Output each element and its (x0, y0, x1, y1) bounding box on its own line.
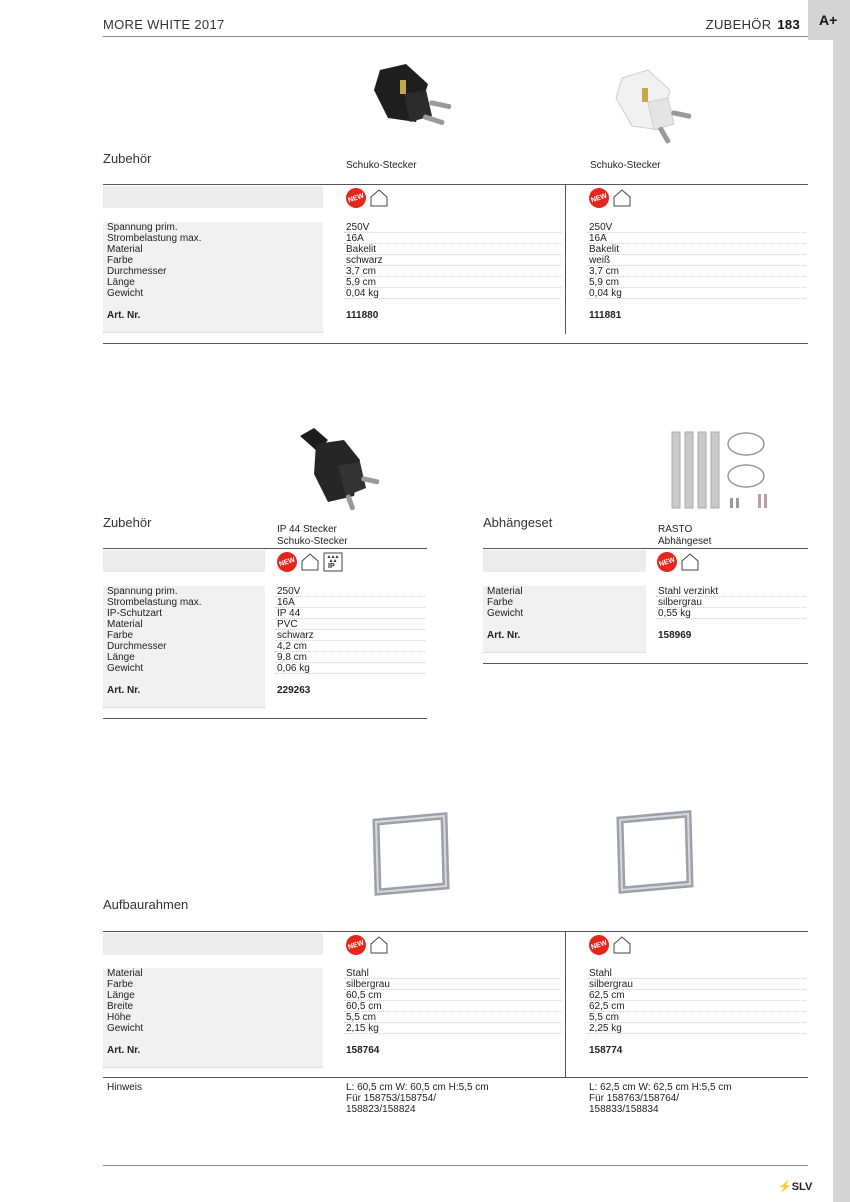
indoor-house-icon (680, 552, 700, 572)
spec-label: IP-Schutzart (107, 608, 163, 619)
spec-label: Länge (107, 277, 135, 288)
spec-value: 0,06 kg (277, 663, 310, 674)
spec-value: 3,7 cm (589, 266, 620, 277)
spec-value: schwarz (346, 255, 383, 266)
feature-icons (346, 934, 389, 956)
spec-label: Spannung prim. (107, 586, 178, 597)
art-label: Art. Nr. (487, 630, 521, 641)
note-line: Für 158753/158754/ (346, 1093, 437, 1104)
spec-value: Stahl (346, 968, 369, 979)
note-line: Für 158763/158764/ (589, 1093, 680, 1104)
spec-label: Material (107, 619, 143, 630)
spec-label: Gewicht (107, 663, 144, 674)
page-header-right (706, 17, 800, 32)
new-badge: NEW (343, 932, 368, 957)
article-row (103, 1045, 808, 1056)
table-bottom-rule (103, 1077, 808, 1078)
label-cell-bg (103, 696, 265, 708)
spec-value: 5,9 cm (589, 277, 620, 288)
spec-label: Spannung prim. (107, 222, 178, 233)
section-title-abhaengeset: Abhängeset (483, 515, 553, 530)
ip-label: IP (328, 563, 335, 570)
spec-value: PVC (277, 619, 298, 630)
spec-label: Material (107, 244, 143, 255)
new-badge: NEW (654, 549, 679, 574)
product-subtitle-1: IP 44 Stecker (277, 524, 337, 535)
spec-value: 62,5 cm (589, 1001, 625, 1012)
spec-value: 5,5 cm (589, 1012, 620, 1023)
spec-value: 4,2 cm (277, 641, 308, 652)
table-top-rule (103, 931, 808, 932)
spec-value: IP 44 (277, 608, 301, 619)
table-top-rule (483, 548, 808, 549)
product-note (346, 1082, 489, 1115)
frame-image-large (612, 810, 696, 894)
spec-value: 60,5 cm (346, 1001, 382, 1012)
product-note (589, 1082, 732, 1115)
spec-value: 16A (277, 597, 295, 608)
feature-icons (346, 187, 389, 209)
spec-label: Gewicht (107, 288, 144, 299)
article-row (103, 310, 808, 321)
spec-value: 0,55 kg (658, 608, 691, 619)
spec-value: Stahl (589, 968, 612, 979)
spec-label: Strombelastung max. (107, 597, 202, 608)
art-label: Art. Nr. (107, 1045, 141, 1056)
spec-value: 2,25 kg (589, 1023, 622, 1034)
spec-value: 0,04 kg (346, 288, 379, 299)
spec-label: Durchmesser (107, 266, 167, 277)
spec-label: Gewicht (107, 1023, 144, 1034)
spec-value: 250V (346, 222, 370, 233)
article-row (483, 630, 808, 641)
spec-value: 0,04 kg (589, 288, 622, 299)
label-cell-bg (103, 321, 323, 333)
product-subtitle-1: RASTO (658, 524, 693, 535)
new-badge: NEW (343, 185, 368, 210)
note-line: L: 62,5 cm W: 62,5 cm H:5,5 cm (589, 1082, 732, 1093)
spec-label: Durchmesser (107, 641, 167, 652)
ip44-plug-image (292, 426, 384, 512)
spec-value: 250V (277, 586, 301, 597)
article-number: 229263 (277, 685, 311, 696)
note-line: L: 60,5 cm W: 60,5 cm H:5,5 cm (346, 1082, 489, 1093)
ip-rating-icon (323, 552, 343, 572)
note-line: 158833/158834 (589, 1104, 659, 1115)
spec-value: silbergrau (658, 597, 702, 608)
article-number: 111881 (589, 310, 622, 321)
energy-class-tab (808, 0, 850, 40)
spec-label: Farbe (107, 979, 134, 990)
spec-value: 16A (346, 233, 364, 244)
spec-value: 2,15 kg (346, 1023, 379, 1034)
article-number: 158774 (589, 1045, 623, 1056)
table-top-rule (103, 548, 427, 549)
section-title-zubehoer-2: Zubehör (103, 515, 152, 530)
spec-value: 5,9 cm (346, 277, 377, 288)
label-cell-bg (103, 1056, 323, 1068)
spec-value: weiß (589, 255, 611, 266)
spec-value: 9,8 cm (277, 652, 308, 663)
spec-label: Breite (107, 1001, 134, 1012)
spec-value: Bakelit (589, 244, 620, 255)
label-band (103, 186, 323, 208)
spec-value: schwarz (277, 630, 314, 641)
spec-label: Farbe (107, 255, 134, 266)
feature-icons (277, 551, 343, 573)
spec-label: Länge (107, 652, 135, 663)
indoor-house-icon (612, 188, 632, 208)
spec-value: silbergrau (589, 979, 633, 990)
article-row (103, 685, 427, 696)
product-subtitle: Schuko-Stecker (346, 160, 417, 171)
spec-value: 60,5 cm (346, 990, 382, 1001)
article-number: 158764 (346, 1045, 380, 1056)
new-badge: NEW (274, 549, 299, 574)
white-plug-image (608, 66, 698, 150)
energy-class-label: A+ (819, 12, 838, 28)
product-subtitle: Schuko-Stecker (590, 160, 661, 171)
article-number: 158969 (658, 630, 692, 641)
page-number: 183 (777, 17, 800, 32)
label-band (483, 550, 646, 572)
article-number: 111880 (346, 310, 379, 321)
spec-label: Material (107, 968, 143, 979)
art-label: Art. Nr. (107, 685, 141, 696)
spec-value: 3,7 cm (346, 266, 377, 277)
brand-logo (778, 1180, 812, 1193)
footer-divider (103, 1165, 808, 1166)
side-bar (833, 0, 850, 1202)
table-bottom-rule (483, 663, 808, 664)
section-title-zubehoer-1: Zubehör (103, 151, 152, 166)
note-label: Hinweis (107, 1082, 143, 1093)
spec-label: Höhe (107, 1012, 131, 1023)
feature-icons (589, 187, 632, 209)
suspension-set-image (668, 428, 780, 512)
spec-label: Material (487, 586, 523, 597)
header-divider (103, 36, 808, 37)
feature-icons (657, 551, 700, 573)
spec-value: silbergrau (346, 979, 390, 990)
new-badge: NEW (586, 932, 611, 957)
note-line: 158823/158824 (346, 1104, 416, 1115)
spec-label: Gewicht (487, 608, 524, 619)
label-band (103, 933, 323, 955)
spec-value: 5,5 cm (346, 1012, 377, 1023)
frame-image-small (368, 812, 452, 896)
section-title-aufbaurahmen: Aufbaurahmen (103, 897, 189, 912)
art-label: Art. Nr. (107, 310, 141, 321)
spec-value: 62,5 cm (589, 990, 625, 1001)
label-band (103, 550, 265, 572)
logo-text: SLV (791, 1181, 813, 1193)
table-top-rule (103, 184, 808, 185)
black-plug-image (366, 60, 462, 132)
indoor-house-icon (369, 935, 389, 955)
spec-label: Länge (107, 990, 135, 1001)
spec-value: 16A (589, 233, 607, 244)
feature-icons (589, 934, 632, 956)
indoor-house-icon (300, 552, 320, 572)
section-name: ZUBEHÖR (705, 17, 772, 32)
table-bottom-rule (103, 343, 808, 344)
spec-value: Bakelit (346, 244, 377, 255)
spec-value: 250V (589, 222, 613, 233)
spec-label: Strombelastung max. (107, 233, 202, 244)
spec-value: Stahl verzinkt (658, 586, 719, 597)
product-subtitle-2: Schuko-Stecker (277, 536, 348, 547)
product-subtitle-2: Abhängeset (658, 536, 712, 547)
indoor-house-icon (369, 188, 389, 208)
new-badge: NEW (586, 185, 611, 210)
table-bottom-rule (103, 718, 427, 719)
spec-label: Farbe (487, 597, 514, 608)
bolt-icon: ⚡ (778, 1181, 792, 1193)
spec-label: Farbe (107, 630, 134, 641)
label-cell-bg (483, 641, 646, 653)
catalog-title: MORE WHITE 2017 (103, 17, 225, 32)
indoor-house-icon (612, 935, 632, 955)
